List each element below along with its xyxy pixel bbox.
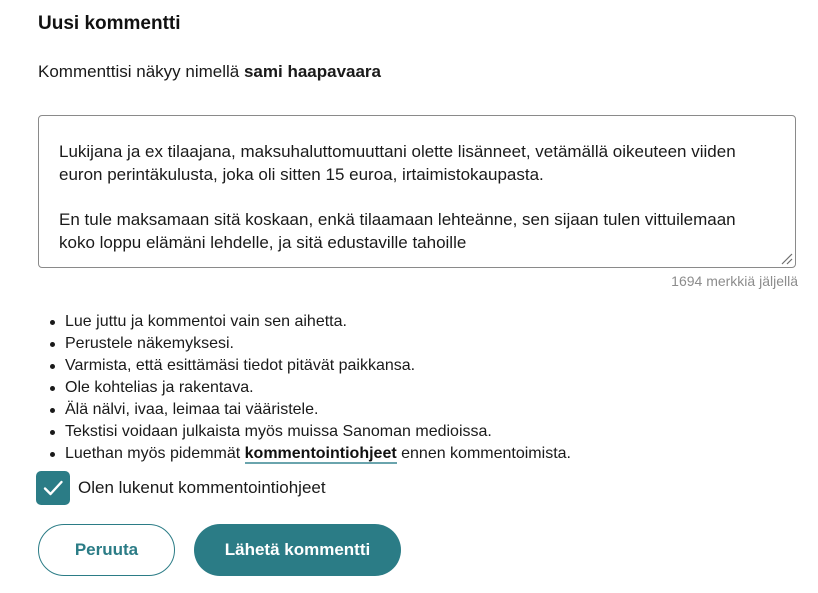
char-counter: 1694 merkkiä jäljellä [671, 273, 798, 289]
submit-comment-button[interactable]: Lähetä kommentti [194, 524, 401, 576]
rule-item: Ole kohtelias ja rakentava. [48, 377, 571, 399]
guidelines-checkbox[interactable] [36, 471, 70, 505]
rule-item-guidelines [48, 443, 571, 465]
rule-prefix: Luethan myös pidemmät [65, 445, 245, 462]
comment-rules-list [48, 311, 571, 465]
rule-item: Älä nälvi, ivaa, leimaa tai vääristele. [48, 399, 571, 421]
guidelines-checkbox-row [36, 471, 326, 505]
checkbox-label: Olen lukenut kommentointiohjeet [78, 478, 326, 497]
resize-handle-icon[interactable] [779, 251, 793, 265]
visible-as-text [38, 62, 381, 82]
comment-paragraph: En tule maksamaan sitä koskaan, enkä tilaamaan lehteänne, sen sijaan tulen vittuilemaan koko loppu elämäni lehdelle, ja sitä edustaville tahoille [59, 210, 736, 252]
comment-paragraph: Lukijana ja ex tilaajana, maksuhaluttomuuttani olette lisänneet, vetämällä oikeuteen viiden euron perintäkulusta, joka oli sitten 15 euroa, irtaimistokaupasta. [59, 142, 736, 184]
rule-item: Tekstisi voidaan julkaista myös muissa Sanoman medioissa. [48, 421, 571, 443]
guidelines-link[interactable]: kommentointiohjeet [244, 445, 397, 462]
cancel-button[interactable]: Peruuta [38, 524, 175, 576]
commenter-name: sami haapavaara [243, 62, 382, 81]
form-title: Uusi kommentti [38, 13, 181, 34]
visible-as-prefix: Kommenttisi näkyy nimellä [38, 62, 244, 81]
rule-item: Lue juttu ja kommentoi vain sen aihetta. [48, 311, 571, 333]
rule-item: Varmista, että esittämäsi tiedot pitävät paikkansa. [48, 355, 571, 377]
checkmark-icon [41, 476, 65, 500]
comment-textarea[interactable] [38, 115, 796, 268]
rule-item: Perustele näkemyksesi. [48, 333, 571, 355]
rule-suffix: ennen kommentoimista. [396, 445, 571, 462]
